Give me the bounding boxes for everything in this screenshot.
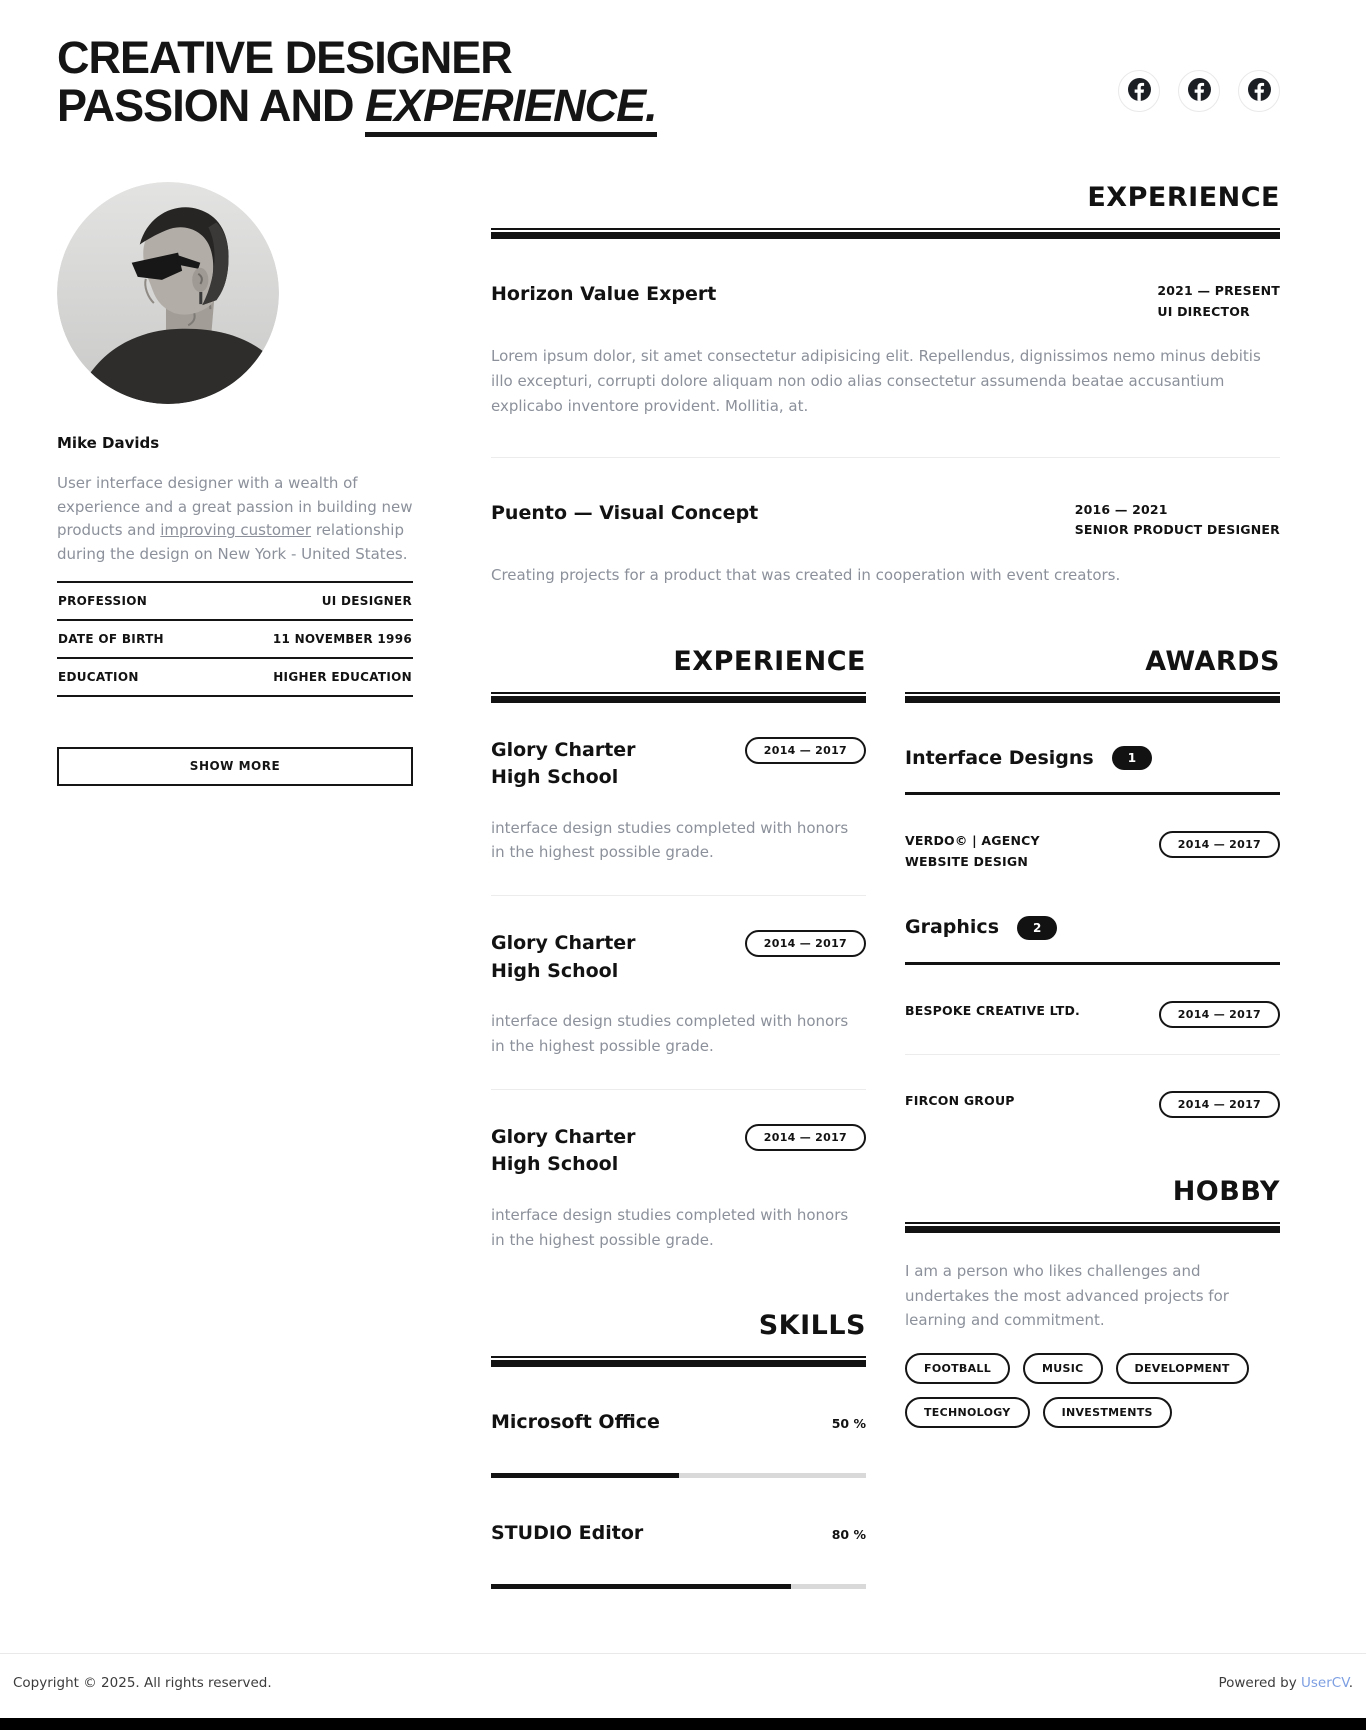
divider xyxy=(491,895,866,896)
skill-progress-fill xyxy=(491,1473,679,1478)
award-group-head xyxy=(905,914,1280,942)
job-meta xyxy=(1157,281,1280,322)
fact-row-profession xyxy=(57,581,413,619)
hobby-tag: DEVELOPMENT xyxy=(1116,1353,1249,1384)
award-name: VERDO© | AGENCY WEBSITE DESIGN xyxy=(905,833,1040,869)
skills-heading: SKILLS xyxy=(758,1310,866,1342)
education-description: interface design studies completed with honors in the highest possible grade. xyxy=(491,818,849,862)
section-rule xyxy=(491,228,1280,239)
award-group-head xyxy=(905,745,1280,773)
job-meta xyxy=(1075,500,1280,541)
school-name: Glory Charter High School xyxy=(491,932,636,982)
powered-by-suffix: . xyxy=(1348,1675,1353,1692)
facebook-link-button[interactable] xyxy=(1118,70,1160,112)
skill-percent: 80 % xyxy=(831,1527,866,1543)
award-group xyxy=(905,745,1280,873)
award-group xyxy=(905,914,1280,1118)
divider xyxy=(905,1054,1280,1055)
hobby-tag: INVESTMENTS xyxy=(1043,1397,1172,1428)
page-title xyxy=(57,34,657,130)
award-group-title: Graphics xyxy=(905,916,999,939)
main xyxy=(491,182,1280,1589)
fact-row-education xyxy=(57,657,413,697)
experience-section xyxy=(491,182,1280,588)
fact-label: DATE OF BIRTH xyxy=(58,631,164,646)
period-pill: 2014 — 2017 xyxy=(745,1124,866,1151)
divider xyxy=(491,1089,866,1090)
profile-facts xyxy=(57,581,413,697)
education-entry xyxy=(491,1124,866,1253)
education-entry-head xyxy=(491,1124,866,1179)
left-subcolumn xyxy=(491,646,866,1590)
job-entry xyxy=(491,281,1280,458)
two-column-area xyxy=(491,646,1280,1590)
award-count-badge: 2 xyxy=(1017,916,1057,940)
job-period: 2021 — PRESENT xyxy=(1157,283,1280,298)
education-section xyxy=(491,646,866,1253)
education-entry-head xyxy=(491,930,866,985)
job-role: UI DIRECTOR xyxy=(1157,303,1250,319)
skills-section xyxy=(491,1310,866,1589)
period-pill: 2014 — 2017 xyxy=(745,930,866,957)
hobby-description: I am a person who likes challenges and undertakes the most advanced projects for learning and commitment. xyxy=(905,1261,1229,1330)
award-item xyxy=(905,1091,1280,1118)
education-entry-head xyxy=(491,737,866,792)
powered-by xyxy=(1218,1675,1353,1691)
school-name: Glory Charter High School xyxy=(491,1125,636,1176)
header xyxy=(0,0,1366,130)
award-group-title: Interface Designs xyxy=(905,746,1094,769)
award-name: FIRCON GROUP xyxy=(905,1092,1015,1108)
footer-wrap xyxy=(0,1589,1366,1730)
period-pill: 2014 — 2017 xyxy=(1159,1001,1280,1028)
page-title-line1: CREATIVE DESIGNER xyxy=(57,32,512,83)
section-rule xyxy=(905,692,1280,703)
skill-head xyxy=(491,1411,866,1433)
facebook-icon xyxy=(1188,78,1211,104)
fact-row-date-of-birth xyxy=(57,619,413,657)
education-description: interface design studies completed with honors in the highest possible grade. xyxy=(491,1205,849,1249)
awards-section xyxy=(905,646,1280,1118)
skill-name: Microsoft Office xyxy=(491,1411,660,1434)
skill-item xyxy=(491,1522,866,1589)
award-item xyxy=(905,1001,1280,1028)
education-heading: EXPERIENCE xyxy=(673,645,866,677)
job-description: Lorem ipsum dolor, sit amet consectetur adipisicing elit. Repellendus, dignissimos nemo minus debitis illo excepturi, corrupti dolore aliquam non odio alias consectetur assumenda beatae accusantium explicabo inventore provident. Mollitia, at. xyxy=(491,347,1261,415)
fact-label: PROFESSION xyxy=(58,593,148,608)
skill-name: STUDIO Editor xyxy=(491,1522,644,1545)
facebook-link-button[interactable] xyxy=(1178,70,1220,112)
experience-heading: EXPERIENCE xyxy=(1087,182,1280,213)
award-count-badge: 1 xyxy=(1112,746,1152,770)
bio-text: relationship during the design on New York - United States. xyxy=(57,521,408,564)
fact-label: EDUCATION xyxy=(58,669,139,684)
powered-by-prefix: Powered by xyxy=(1218,1675,1301,1692)
award-item xyxy=(905,831,1280,872)
sidebar xyxy=(57,182,413,1589)
job-company: Puento — Visual Concept xyxy=(491,501,759,524)
period-pill: 2014 — 2017 xyxy=(1159,1091,1280,1118)
section-rule xyxy=(491,692,866,703)
facebook-icon xyxy=(1128,78,1151,104)
skill-head xyxy=(491,1522,866,1544)
content xyxy=(0,182,1366,1589)
skill-progress-track xyxy=(491,1473,866,1478)
usercv-link[interactable]: UserCV xyxy=(1301,1675,1349,1692)
social-links xyxy=(1118,70,1280,112)
fact-value: 11 NOVEMBER 1996 xyxy=(272,631,412,646)
bio-inline-link[interactable]: improving customer xyxy=(160,521,312,540)
job-role: SENIOR PRODUCT DESIGNER xyxy=(1074,522,1280,538)
period-pill: 2014 — 2017 xyxy=(1159,831,1280,858)
award-group-rule xyxy=(905,792,1280,795)
education-entry xyxy=(491,930,866,1090)
skill-percent: 50 % xyxy=(831,1416,866,1432)
award-name: BESPOKE CREATIVE LTD. xyxy=(905,1002,1080,1018)
page-title-line2-prefix: PASSION AND xyxy=(57,80,366,131)
right-subcolumn xyxy=(905,646,1280,1429)
copyright-text: Copyright © 2025. All rights reserved. xyxy=(13,1675,272,1692)
job-entry-head xyxy=(491,500,1280,541)
education-description: interface design studies completed with honors in the highest possible grade. xyxy=(491,1012,849,1055)
hobby-tags xyxy=(905,1353,1280,1428)
profile-bio xyxy=(57,472,413,567)
section-rule xyxy=(905,1222,1280,1233)
awards-heading: AWARDS xyxy=(1145,645,1280,677)
job-description: Creating projects for a product that was created in cooperation with event creators. xyxy=(491,565,1121,584)
job-company: Horizon Value Expert xyxy=(491,283,717,305)
show-more-button[interactable]: SHOW MORE xyxy=(57,747,413,786)
education-entry xyxy=(491,737,866,897)
fact-value: HIGHER EDUCATION xyxy=(273,669,412,684)
hobby-tag: MUSIC xyxy=(1023,1353,1102,1384)
hobby-heading: HOBBY xyxy=(1172,1175,1280,1207)
section-rule xyxy=(491,1356,866,1367)
page-title-emphasis: EXPERIENCE. xyxy=(365,80,657,137)
job-entry xyxy=(491,500,1280,588)
job-period: 2016 — 2021 xyxy=(1074,501,1168,517)
divider xyxy=(491,457,1280,458)
job-entry-head xyxy=(491,281,1280,322)
fact-value: UI DESIGNER xyxy=(321,593,412,608)
bottom-black-bar xyxy=(0,1718,1366,1730)
facebook-link-button[interactable] xyxy=(1238,70,1280,112)
facebook-icon xyxy=(1248,78,1271,104)
profile-photo xyxy=(57,182,279,404)
hobby-tag: TECHNOLOGY xyxy=(905,1397,1030,1428)
skill-item xyxy=(491,1411,866,1478)
award-group-rule xyxy=(905,962,1280,965)
hobby-tag: FOOTBALL xyxy=(905,1353,1010,1384)
school-name: Glory Charter High School xyxy=(491,738,636,789)
bio-text: User interface designer with a wealth of experience and a great passion in building new products and xyxy=(57,474,413,540)
period-pill: 2014 — 2017 xyxy=(745,737,866,764)
hobby-section xyxy=(905,1176,1280,1428)
profile-name: Mike Davids xyxy=(57,434,160,452)
footer xyxy=(0,1653,1366,1718)
